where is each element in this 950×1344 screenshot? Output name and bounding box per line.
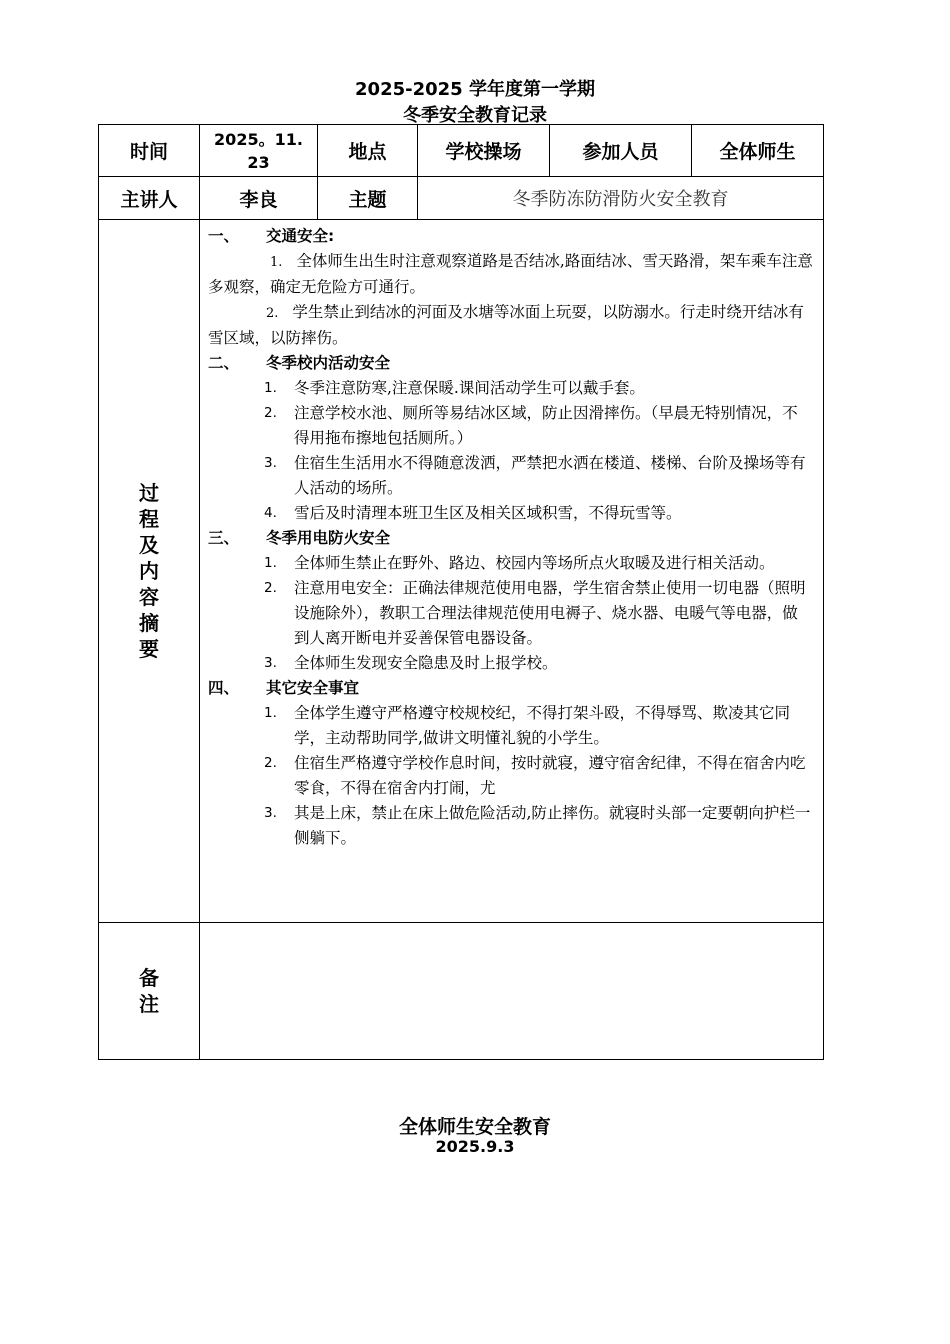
- process-content: [200, 220, 824, 923]
- paragraph-text: 全体师生出生时注意观察道路是否结冰,路面结冰、雪天路滑，架车乘车注意多观察，确定无危险方可通行。: [208, 252, 813, 296]
- list-text: 注意学校水池、厕所等易结冰区域，防止因滑摔伤。（早晨无特别情况，不得用拖布擦地包括厕所。）: [294, 404, 798, 447]
- list-item: [264, 701, 813, 751]
- place-label: 地点: [318, 125, 418, 177]
- list-item: [264, 576, 813, 651]
- info-row-2: [99, 177, 824, 220]
- document-subtitle: 冬季安全教育记录: [403, 105, 547, 126]
- section-title: 其它安全事宜: [266, 679, 360, 697]
- list-item: [264, 801, 813, 851]
- process-label-char: 程: [139, 507, 159, 531]
- time-label: 时间: [99, 125, 200, 177]
- topic-label: 主题: [318, 177, 418, 220]
- process-row: [99, 220, 824, 923]
- process-label-char: 摘: [139, 611, 159, 635]
- list-item: [264, 501, 813, 526]
- list-item: [264, 376, 813, 401]
- process-label-char: 内: [139, 559, 159, 583]
- section-number: 一、: [208, 227, 240, 245]
- section-number: 四、: [208, 679, 240, 697]
- list-text: 全体师生禁止在野外、路边、校园内等场所点火取暖及进行相关活动。: [294, 554, 775, 572]
- list-number: 4.: [264, 505, 277, 521]
- section-heading: [208, 351, 813, 376]
- process-label: [99, 220, 200, 923]
- info-row-1: [99, 125, 824, 177]
- speaker-value: 李良: [200, 177, 318, 220]
- section-number: 二、: [208, 354, 240, 372]
- remark-label-char: 备: [139, 966, 159, 990]
- participants-value: 全体师生: [692, 125, 824, 177]
- section-number: 三、: [208, 529, 240, 547]
- document-title: 2025-2025 学年度第一学期: [355, 79, 595, 100]
- paragraph-number: 2.: [266, 306, 279, 321]
- list-number: 2.: [264, 755, 277, 771]
- list-text: 住宿生生活用水不得随意泼洒，严禁把水洒在楼道、楼梯、台阶及操场等有人活动的场所。: [294, 454, 806, 497]
- list-item: [264, 551, 813, 576]
- footer-title: 全体师生安全教育: [398, 1116, 551, 1138]
- remark-row: [99, 923, 824, 1060]
- list-text: 全体师生发现安全隐患及时上报学校。: [294, 654, 558, 672]
- place-value: 学校操场: [418, 125, 550, 177]
- list-text: 住宿生严格遵守学校作息时间，按时就寝，遵守宿舍纪律，不得在宿舍内吃零食，不得在宿舍内打闹，尤: [294, 754, 806, 797]
- list-number: 3.: [264, 655, 277, 671]
- speaker-label: 主讲人: [99, 177, 200, 220]
- remark-content: [200, 923, 824, 1060]
- time-value-line2: 23: [247, 152, 270, 172]
- list-number: 3.: [264, 805, 277, 821]
- record-table: [98, 124, 824, 1060]
- process-label-char: 及: [139, 533, 159, 557]
- list-number: 2.: [264, 405, 277, 421]
- paragraph: [208, 249, 813, 300]
- paragraph-number: 1.: [270, 255, 283, 270]
- list-number: 2.: [264, 580, 277, 596]
- list-text: 注意用电安全：正确法律规范使用电器，学生宿舍禁止使用一切电器（照明设施除外），教职工合理法律规范使用电褥子、烧水器、电暖气等电器，做到人离开断电并妥善保管电器设备。: [294, 579, 806, 647]
- list-number: 1.: [264, 705, 277, 721]
- remark-label: [99, 923, 200, 1060]
- list-item: [264, 751, 813, 801]
- section-title: 交通安全:: [266, 227, 335, 245]
- list-number: 1.: [264, 380, 277, 396]
- list-number: 3.: [264, 455, 277, 471]
- process-label-char: 容: [139, 585, 159, 609]
- paragraph: [208, 300, 813, 351]
- time-value-line1: 2025。11.: [214, 129, 303, 149]
- process-label-char: 过: [139, 481, 159, 505]
- list-text: 雪后及时清理本班卫生区及相关区域积雪，不得玩雪等。: [294, 504, 682, 522]
- list-text: 其是上床，禁止在床上做危险活动,防止摔伤。就寝时头部一定要朝向护栏一侧躺下。: [294, 804, 811, 847]
- list-text: 全体学生遵守严格遵守校规校纪，不得打架斗殴，不得辱骂、欺凌其它同学，主动帮助同学,做讲文明懂礼貌的小学生。: [294, 704, 791, 747]
- paragraph-text: 学生禁止到结冰的河面及水塘等冰面上玩耍，以防溺水。行走时绕开结冰有雪区域，以防摔伤。: [208, 303, 804, 347]
- section-title: 冬季校内活动安全: [266, 354, 391, 372]
- section-heading: [208, 676, 813, 701]
- participants-label: 参加人员: [550, 125, 692, 177]
- list-item: [264, 651, 813, 676]
- list-number: 1.: [264, 555, 277, 571]
- section-heading: [208, 526, 813, 551]
- time-value: [200, 125, 318, 177]
- topic-value: 冬季防冻防滑防火安全教育: [418, 177, 824, 220]
- list-item: [264, 451, 813, 501]
- footer-date: 2025.9.3: [435, 1137, 515, 1156]
- list-item: [264, 401, 813, 451]
- section-title: 冬季用电防火安全: [266, 529, 391, 547]
- process-label-char: 要: [139, 637, 159, 661]
- section-heading: [208, 224, 813, 249]
- remark-label-char: 注: [139, 992, 159, 1016]
- list-text: 冬季注意防寒,注意保暖.课间活动学生可以戴手套。: [294, 379, 645, 397]
